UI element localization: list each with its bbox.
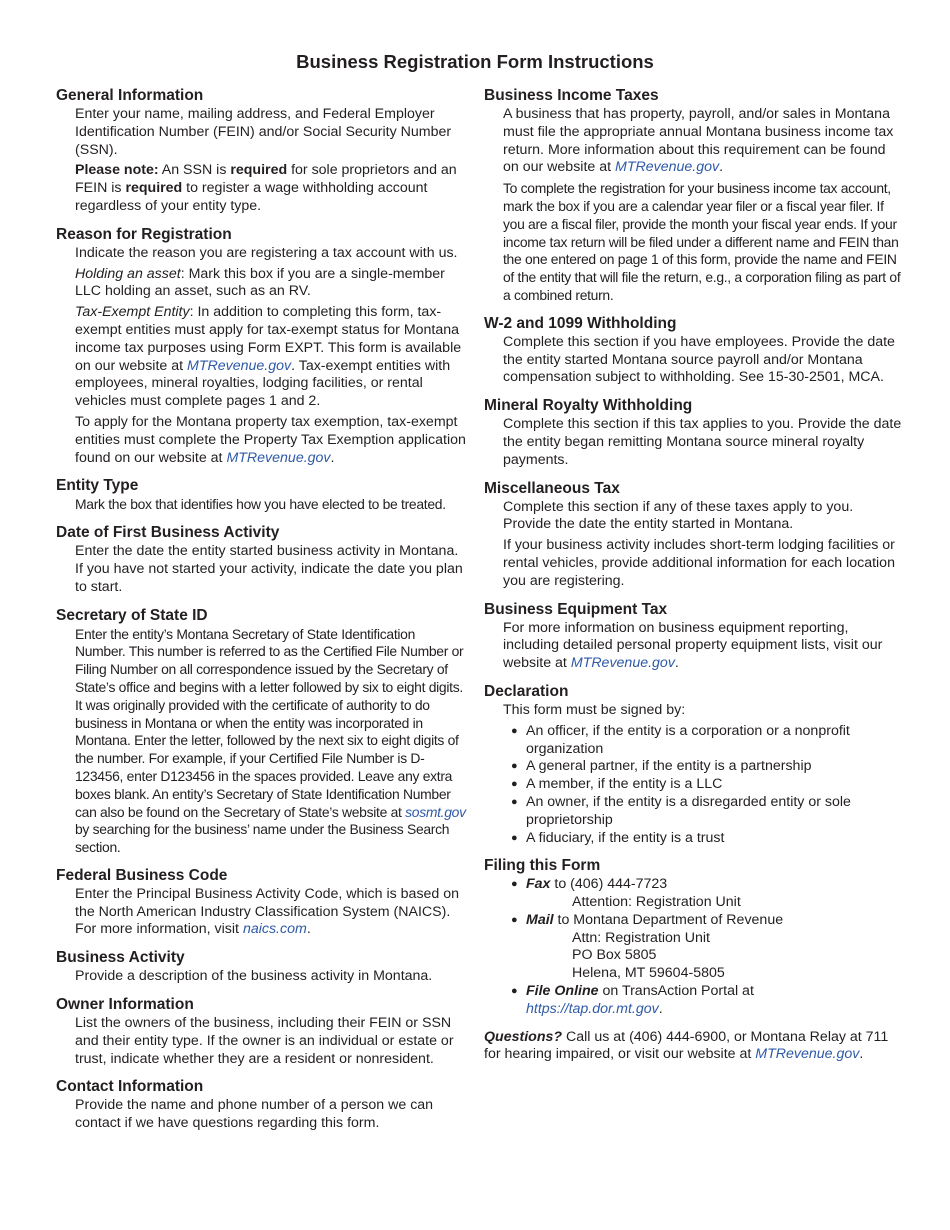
section-entity-type bbox=[56, 476, 468, 514]
naics-link[interactable]: naics.com bbox=[242, 921, 307, 938]
paragraph: Mark the box that identifies how you have elected to be treated. bbox=[75, 496, 446, 513]
questions-paragraph bbox=[484, 1029, 902, 1065]
paragraph bbox=[75, 266, 468, 302]
mtrevenue-link[interactable]: MTRevenue.gov bbox=[570, 655, 675, 672]
paragraph bbox=[75, 886, 468, 939]
paragraph: This form must be signed by: bbox=[503, 701, 686, 718]
section-miscellaneous-tax bbox=[484, 479, 902, 591]
section-heading: Entity Type bbox=[56, 477, 139, 495]
text: Call us at (406) 444-6900, or Montana Relay at 711 for hearing impaired, or visit our website at bbox=[484, 1028, 889, 1063]
paragraph bbox=[75, 414, 468, 467]
fax-option bbox=[511, 876, 902, 912]
text: A business that has property, payroll, and/or sales in Montana must file the appropriate annual Montana business income tax return. More information about this requirement can be found on our website at bbox=[503, 106, 894, 176]
section-w2-1099-withholding bbox=[484, 314, 902, 387]
section-heading: Contact Information bbox=[56, 1078, 204, 1096]
filing-options-list bbox=[503, 876, 902, 1018]
section-heading: Mineral Royalty Withholding bbox=[484, 397, 693, 415]
paragraph: Enter the date the entity started business activity in Montana. If you have not started your activity, indicate the date you plan to start. bbox=[75, 543, 463, 595]
list-item: ● A member, if the entity is a LLC bbox=[511, 776, 902, 794]
section-general-information bbox=[56, 86, 468, 216]
paragraph: If your business activity includes short-term lodging facilities or rental vehicles, provide additional information for each location you are registering. bbox=[503, 537, 895, 589]
fax-attention: Attention: Registration Unit bbox=[572, 894, 741, 911]
text: for sole proprietors and an FEIN is bbox=[75, 162, 457, 197]
section-heading: Business Equipment Tax bbox=[484, 600, 668, 618]
text: to register a wage withholding account regardless of your entity type. bbox=[75, 180, 428, 214]
section-date-of-first-business-activity bbox=[56, 523, 468, 596]
section-heading: Owner Information bbox=[56, 996, 194, 1014]
text: Enter the Principal Business Activity Code, which is based on the North American Industry Classification System (NAICS). For more information, visit bbox=[75, 885, 460, 938]
section-secretary-of-state-id bbox=[56, 606, 468, 857]
tap-portal-link[interactable]: https://tap.dor.mt.gov bbox=[526, 1000, 659, 1017]
text: . bbox=[859, 1046, 864, 1063]
option-label: Mail bbox=[526, 911, 554, 928]
section-heading: Secretary of State ID bbox=[56, 606, 208, 624]
text: . bbox=[719, 159, 724, 176]
text: An SSN is bbox=[158, 162, 231, 179]
section-heading: General Information bbox=[56, 87, 204, 104]
section-heading: Date of First Business Activity bbox=[56, 524, 280, 542]
list-item: ● A fiduciary, if the entity is a trust bbox=[511, 830, 902, 848]
term-label: Holding an asset bbox=[75, 265, 181, 282]
section-business-equipment-tax bbox=[484, 600, 902, 673]
section-heading: Federal Business Code bbox=[56, 866, 228, 884]
emphasis: required bbox=[230, 162, 288, 179]
please-note-paragraph bbox=[75, 162, 468, 215]
section-mineral-royalty-withholding bbox=[484, 396, 902, 469]
list-item: ● A general partner, if the entity is a partnership bbox=[511, 758, 902, 776]
list-item: ● An officer, if the entity is a corporation or a nonprofit organization bbox=[511, 723, 902, 759]
paragraph: Provide the name and phone number of a person we can contact if we have questions regarding this form. bbox=[75, 1097, 434, 1132]
section-heading: Miscellaneous Tax bbox=[484, 479, 620, 497]
signer-list bbox=[503, 723, 902, 848]
text: . bbox=[674, 655, 679, 672]
text: Enter the entity’s Montana Secretary of State Identification Number. This number is referred to as the Certified File Number or Filing Number on all correspondence issued by the Secretary of State’s office and begins with a letter followed by six to eight digits. It was originally provided with the certificate of authority to do business in Montana or when the entity was incorporated in Montana. Enter the letter, followed by the next six to eight digits of the number. For example, if your Certified File Number is D-123456, enter D123456 in the spaces provided. Leave any extra boxes blank. An entity’s Secretary of State Identification Number can also be found on the Secretary of State’s website at bbox=[75, 625, 464, 820]
section-business-income-taxes bbox=[484, 86, 902, 305]
section-heading: Reason for Registration bbox=[56, 225, 232, 243]
file-online-option bbox=[511, 983, 902, 1019]
paragraph: List the owners of the business, including their FEIN or SSN and their entity type. If the owner is an individual or estate or trust, indicate whether they are a resident or nonresident. bbox=[75, 1015, 454, 1067]
paragraph: Complete this section if this tax applies to you. Provide the date the entity began remitting Montana source mineral royalty payments. bbox=[503, 416, 902, 468]
sosmt-link[interactable]: sosmt.gov bbox=[405, 803, 466, 820]
paragraph: Enter your name, mailing address, and Federal Employer Identification Number (FEIN) and/or Social Security Number (SSN). bbox=[75, 106, 452, 158]
term-label: Tax-Exempt Entity bbox=[75, 304, 190, 321]
text: For more information on business equipment reporting, including detailed personal property equipment lists, visit our website at bbox=[503, 619, 883, 672]
text: . bbox=[330, 449, 335, 466]
section-heading: Filing this Form bbox=[484, 857, 601, 875]
section-filing-this-form bbox=[484, 856, 902, 1018]
paragraph: Indicate the reason you are registering a tax account with us. bbox=[75, 244, 458, 261]
text: : In addition to completing this form, tax-exempt entities must apply for tax-exempt status for Montana income tax purposes using Form EXPT. This form is available on our website at bbox=[75, 304, 462, 374]
paragraph bbox=[503, 620, 902, 673]
section-heading: Business Income Taxes bbox=[484, 87, 659, 104]
text: . bbox=[658, 1000, 663, 1017]
option-label: File Online bbox=[526, 983, 599, 1000]
mail-address-line: Attn: Registration Unit bbox=[572, 929, 710, 946]
section-business-activity bbox=[56, 948, 468, 986]
text: To apply for the Montana property tax exemption, tax-exempt entities must complete the Property Tax Exemption application found on our website at bbox=[75, 413, 466, 466]
section-heading: Declaration bbox=[484, 682, 569, 700]
text: to Montana Department of Revenue bbox=[553, 911, 784, 928]
page-title: Business Registration Form Instructions bbox=[296, 51, 654, 72]
emphasis: required bbox=[125, 180, 183, 197]
left-column bbox=[56, 86, 468, 1142]
paragraph bbox=[75, 626, 468, 857]
mtrevenue-link[interactable]: MTRevenue.gov bbox=[226, 449, 331, 466]
text: by searching for the business’ name under the Business Search section. bbox=[75, 821, 450, 856]
mail-address-line: Helena, MT 59604-5805 bbox=[572, 965, 725, 982]
mtrevenue-link[interactable]: MTRevenue.gov bbox=[615, 159, 720, 176]
text: to (406) 444-7723 bbox=[550, 876, 668, 893]
mtrevenue-link[interactable]: MTRevenue.gov bbox=[755, 1046, 860, 1063]
section-heading: W-2 and 1099 Withholding bbox=[484, 314, 677, 332]
text: : Mark this box if you are a single-member LLC holding an asset, such as an RV. bbox=[75, 265, 445, 300]
section-heading: Business Activity bbox=[56, 949, 185, 967]
mail-address-line: PO Box 5805 bbox=[572, 947, 657, 964]
section-owner-information bbox=[56, 995, 468, 1068]
paragraph bbox=[75, 304, 468, 411]
questions-label: Questions? bbox=[484, 1028, 563, 1045]
paragraph: Complete this section if you have employees. Provide the date the entity started Montana source payroll and/or Montana compensation subject to withholding. See 15-30-2501, MCA. bbox=[503, 333, 895, 386]
section-reason-for-registration bbox=[56, 225, 468, 468]
paragraph bbox=[503, 106, 902, 177]
paragraph: Complete this section if any of these taxes apply to you. Provide the date the entity started in Montana. bbox=[503, 498, 854, 533]
mtrevenue-link[interactable]: MTRevenue.gov bbox=[187, 357, 292, 374]
list-item: ● An owner, if the entity is a disregarded entity or sole proprietorship bbox=[511, 794, 902, 830]
text: . Tax-exempt entities with employees, mineral royalties, lodging facilities, or rental vehicles must complete pages 1 and 2. bbox=[75, 357, 451, 410]
mail-option bbox=[511, 912, 902, 983]
paragraph: Provide a description of the business activity in Montana. bbox=[75, 968, 433, 985]
note-label: Please note: bbox=[75, 162, 159, 179]
text: . bbox=[306, 921, 311, 938]
section-contact-information bbox=[56, 1077, 468, 1133]
text: on TransAction Portal at bbox=[598, 983, 754, 1000]
paragraph: To complete the registration for your business income tax account, mark the box if you are a calendar year filer or a fiscal year filer. If you are a fiscal filer, provide the month your fiscal year ends. If your income tax return will be filed under a different name and FEIN than the one entered on page 1 of this form, provide the name and FEIN of the entity that will file the return, e.g., a corporation filing as part of a combined return. bbox=[503, 180, 901, 303]
option-label: Fax bbox=[526, 876, 551, 893]
right-column bbox=[484, 86, 902, 1064]
section-federal-business-code bbox=[56, 866, 468, 939]
section-declaration bbox=[484, 682, 902, 847]
